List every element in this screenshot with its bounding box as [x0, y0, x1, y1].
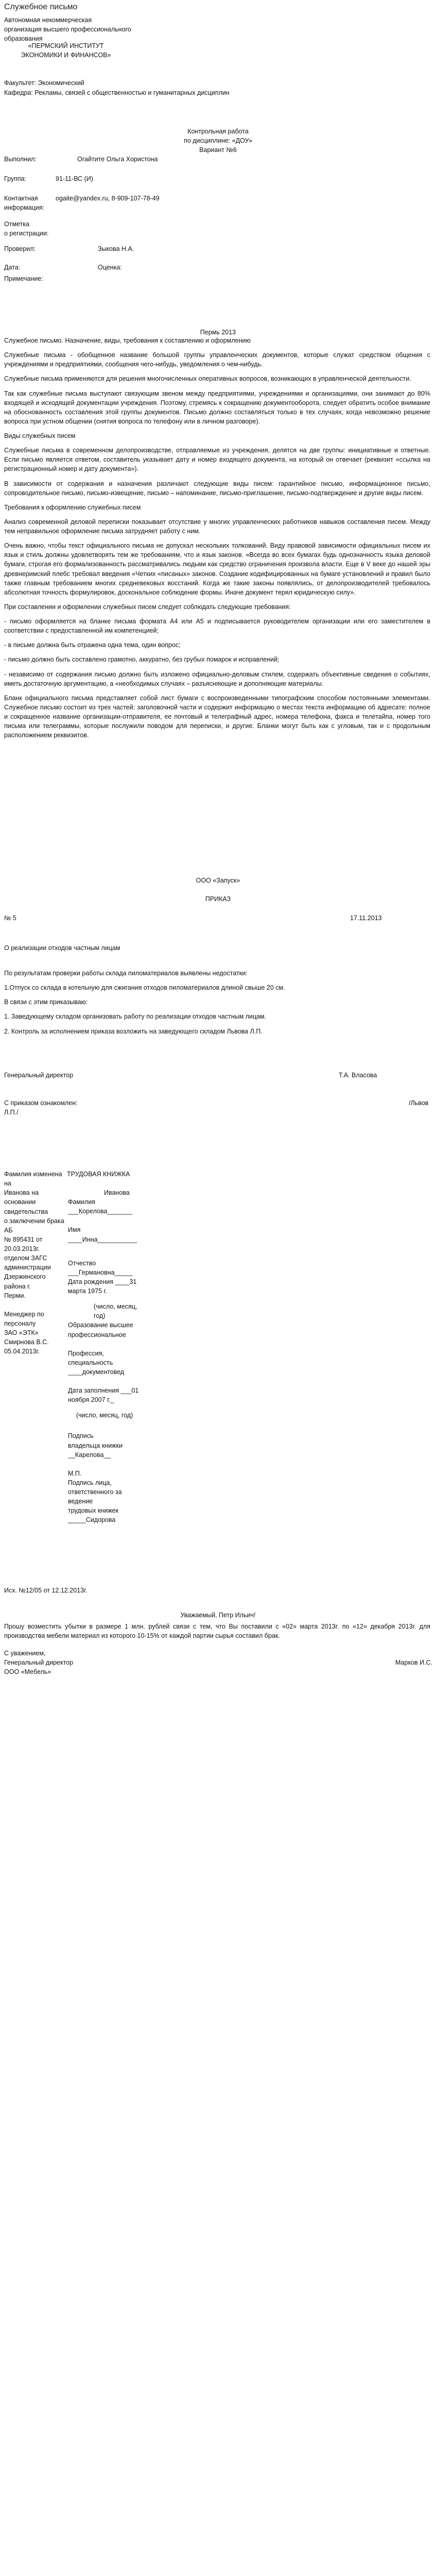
paragraph: - письмо должно быть составлено грамотно, аккуратно, без грубых помарок и исправлений;	[4, 656, 280, 664]
contact-label	[4, 194, 44, 212]
letter-company: ООО «Мебель»	[4, 1668, 51, 1675]
workbook-right-line: ведение	[68, 1498, 93, 1505]
order-sign-title: Генеральный директор	[4, 1072, 74, 1079]
workbook-right-line: профессиональное	[68, 1331, 126, 1338]
org-line: организация высшего профессионального	[4, 26, 131, 33]
letter-sign-name: Марков И.С.	[395, 1659, 433, 1666]
letter-sign-title: Генеральный директор	[4, 1659, 74, 1666]
paragraph: - письмо оформляется на бланке письма формата А4 или А5 и подписывается руководителем организации или его заместителем в соответствии с предоставленной им компетенцией;	[4, 618, 430, 635]
workbook-left-line: ЗАО «ЭТК»	[4, 1329, 39, 1336]
workbook-right-line: Образование высшее	[68, 1321, 133, 1329]
paragraph: Очень важно, чтобы текст официального письма не допускал нескольких толкований. Виду правовой зависимости официальных писем их язык и стиль должны удовлетворять тем же требованиям, что и язык законов. «Всегда во всех бумагах будь однозначность языка деловой бумаги, строгая его формализованность рассматривались людьми как средство ограничения произвола власти. Еще в V веке до нашей эры древнеримский плебс требовал введения «Четких «писаных» законов. Создание кодифицированных на бумаге установлений и правил было также главным требованием многих средневековых восстаний. Когда же такие законы появлялись, от делопроизводителей требовалось абсолютная точность формулировок, доскональное соблюдение формы. Иначе документ терял юридическую силу».	[4, 542, 430, 596]
order-body	[4, 969, 430, 1036]
author-value: Огайтите Ольга Хористона	[77, 156, 158, 163]
paragraph: Служебные письма применяются для решения многочисленных оперативных вопросов, возникающих в управленческой деятельности.	[4, 375, 411, 383]
section-heading: Требования к оформлению служебных писем	[4, 503, 141, 511]
order-decree: 1. Заведующему складом организовать работу по реализации отходов частным лицам.	[4, 1013, 267, 1021]
org-line: Автономная некоммерческая	[4, 16, 92, 24]
paragraph: - независимо от содержания письмо должно быть изложено официально-деловым стилем, содержать объективные сведения о событиях, иметь достаточную аргументацию, а «необходимых случаях – разъясняющие и дополняющие материалы.	[4, 670, 430, 687]
letter-body: Прошу возместить убытки в размере 1 млн. рублей связи с тем, что Вы поставили с «02» марта 2013г. по «12» декабря 2013г. для производства мебели материал из которого 10-15% от каждой партии сырья составил брак.	[4, 1623, 430, 1640]
workbook-right-line: __Карелова__	[68, 1451, 111, 1459]
workbook-right-line: Профессия, специальность	[68, 1349, 113, 1366]
workbook-right-line: Подпись	[68, 1432, 94, 1440]
workbook-right-line: марта 1975 г.	[68, 1287, 108, 1295]
faculty: Факультет: Экономический	[4, 79, 84, 87]
workbook-left-line: № 895431 от 20.03.2013г.	[4, 1235, 43, 1252]
workbook-right-line: Дата заполнения ___01	[68, 1387, 139, 1394]
order-date: 17.11.2013	[350, 914, 382, 922]
department: Кафедра: Рекламы, связей с общественностью и гуманитарных дисциплин	[4, 89, 230, 96]
workbook-right-line: Иванова	[104, 1189, 130, 1196]
workbook-right-line: владельца книжки	[68, 1442, 123, 1449]
work-variant: Вариант №6	[199, 146, 237, 154]
workbook-right-line: Подпись лица,	[68, 1479, 112, 1486]
workbook-right-line: М.П.	[68, 1469, 82, 1477]
doc-title: Служебное письмо	[4, 3, 78, 11]
workbook-right-line: ответственного за	[68, 1488, 122, 1496]
section-heading: Виды служебных писем	[4, 432, 76, 439]
order-subject: О реализации отходов частным лицам	[4, 944, 120, 952]
work-block	[0, 127, 436, 155]
paragraph: - в письме должна быть отражена одна тема, один вопрос;	[4, 641, 181, 649]
date-label: Дата:	[4, 264, 21, 271]
paragraph: Так как служебные письма выступают связующим звеном между предприятиями, учреждениями и организациями, они занимают до 80% входящей и исходящей документации учреждения. Поэтому, стремясь к сокращению документооборота, следует обратить особое внимание на обоснованность составления этой группы документов. Письмо должно составляться только в тех случаях, когда невозможно решение вопроса при устном общении (снятия вопроса по телефону или в личном разговоре).	[4, 389, 430, 425]
intro-heading: Служебное письмо. Назначение, виды, требования к составлению и оформлению	[4, 337, 251, 344]
work-type: Контрольная работа	[187, 128, 249, 135]
workbook-right-line	[68, 1460, 145, 1469]
paragraph: Служебные письма в современном делопроизводстве, отправляемые из учреждения, делятся на две группы: инициативные и ответные. Если письмо является ответом, составитель указывает дату и номер входящего документа, на который он отвечает (реквизит «ссылка на регистрационный номер и дату документа»).	[4, 447, 430, 473]
paragraph: Бланк официального письма представляет собой лист бумаги с воспроизведенными типографским способом постоянными элементами. Служебное письмо состоит из трех частей: заголовочной части и содержит информацию о местах текста информацию об адресате: полное и сокращенное название организации-отправителя, ее почтовый и телеграфный адрес, номера телефона, факса и телетайпа, номер того письма или телеграммы, которые послужили поводом для переписки, и другие. Бланки могут быть как с угловым, так и с продольным расположением реквизитов.	[4, 694, 430, 739]
group-value: 91-11-ВС (И)	[56, 175, 93, 182]
letter-greeting: Уважаемый, Петр Ильич!	[180, 1612, 256, 1619]
workbook-right-line: Отчество	[68, 1259, 96, 1267]
workbook-left-line: отделом ЗАГС	[4, 1255, 47, 1262]
workbook-left-line	[4, 1300, 66, 1310]
contact-label-line: информация:	[4, 204, 45, 212]
workbook-left-line: Дзержинского района г.	[4, 1273, 46, 1290]
org-header	[4, 15, 159, 43]
registration-mark	[4, 219, 48, 238]
workbook-right-line: Дата рождения ____31	[68, 1278, 137, 1285]
workbook-right-line: (число, месяц, год)	[94, 1303, 137, 1320]
workbook-left	[4, 1170, 66, 1356]
university-name	[4, 41, 128, 60]
group-label: Группа:	[4, 175, 27, 182]
workbook-right-line: _____Сидорова	[68, 1516, 116, 1524]
order-familiar: С приказом ознакомлен:	[4, 1099, 78, 1107]
workbook-left-line: Фамилия изменена на	[4, 1171, 62, 1188]
workbook-right-line	[68, 1377, 145, 1386]
contact-value: ogaite@yandex.ru, 8-909-107-78-49	[56, 195, 160, 202]
registration-line: Отметка	[4, 221, 29, 228]
work-discipline: по дисциплине: «ДОУ»	[184, 137, 252, 145]
main-text	[4, 336, 430, 740]
workbook-right-line: ____документовед	[68, 1368, 125, 1376]
order-item: 1.Отпуск со склада в котельную для сжигания отходов пиломатериалов длиной свыше 20 см.	[4, 984, 285, 992]
paragraph: В зависимости от содержания и назначения различают следующие виды писем: гарантийное письмо, информационное письмо, сопроводительное письмо, письмо-извещение, письмо – напоминание, письмо-приглашение, письмо-подтверждение и другие виды писем.	[4, 480, 430, 497]
workbook-right-line: Имя ____Инна___________	[68, 1226, 137, 1243]
workbook-right-line: ноября 2007 г._	[68, 1396, 114, 1404]
workbook-title: ТРУДОВАЯ КНИЖКА	[67, 1171, 130, 1178]
letter-closing: С уважением,	[4, 1650, 46, 1657]
order-decree-intro: В связи с этим приказываю:	[4, 998, 88, 1006]
order-paragraph: По результатам проверки работы склада пиломатериалов выявлены недостатки:	[4, 970, 248, 977]
workbook-right-line	[68, 1340, 145, 1349]
workbook-left-line: администрации	[4, 1264, 51, 1272]
grade-label: Оценка:	[98, 264, 122, 271]
workbook-right-line: трудовых книжек	[68, 1507, 119, 1515]
checked-label: Проверил:	[4, 245, 36, 252]
org-line: образования	[4, 35, 43, 43]
workbook-right	[68, 1188, 145, 1525]
order-familiar-name: /Львов	[409, 1099, 429, 1107]
paragraph: При составлении и оформлении служебных писем следует соблюдать следующие требования:	[4, 603, 291, 611]
city-year: Пермь 2013	[200, 329, 236, 336]
registration-line: о регистрации:	[4, 230, 49, 238]
order-decree: 2. Контроль за исполнением приказа возложить на заведующего складом Львова Л.П.	[4, 1027, 263, 1035]
workbook-left-line: Перми.	[4, 1292, 26, 1299]
order-title: ПРИКАЗ	[205, 895, 231, 903]
author-label: Выполнил:	[4, 156, 37, 163]
letter-ref: Исх. №12/05 от 12.12.2013г.	[4, 1587, 88, 1594]
workbook-left-line: 05.04.2013г.	[4, 1348, 40, 1355]
workbook-left-line: Смирнова В.С.	[4, 1338, 49, 1346]
workbook-right-line	[68, 1420, 145, 1431]
paragraph: Служебные письма - обобщенное название большой группы управленческих документов, которые служат средством общения с учреждениями и предприятиями, сообщения чего-нибудь, уведомления о чем-нибудь.	[4, 351, 430, 368]
checked-value: Зыкова Н.А.	[98, 245, 134, 252]
uni-line: «ПЕРМСКИЙ ИНСТИТУТ	[28, 42, 104, 49]
paragraph: Анализ современной деловой переписки показывает отсутствие у многих управленческих работников навыков составления писем. Между тем неправильное оформление письма затрудняет работу с ним.	[4, 518, 430, 535]
workbook-left-line: Менеджер по персоналу	[4, 1310, 44, 1327]
order-sign-name: Т.А. Власова	[339, 1072, 377, 1079]
workbook-left-line: о заключении брака АБ	[4, 1217, 64, 1234]
workbook-right-line: ___Германовна_____	[68, 1268, 133, 1276]
order-number: № 5	[4, 914, 16, 922]
contact-label-line: Контактная	[4, 195, 38, 202]
workbook-left-line: Иванова на	[4, 1189, 39, 1197]
workbook-left-line: основании свидетельства	[4, 1198, 48, 1215]
workbook-right-line: (число, месяц, год)	[76, 1412, 133, 1419]
workbook-right-line: Фамилия ___Корелова_______	[68, 1198, 133, 1215]
company-name: ООО «Запуск»	[196, 877, 240, 884]
uni-line: ЭКОНОМИКИ И ФИНАНСОВ»	[21, 52, 111, 59]
notes-label: Примечание:	[4, 275, 43, 282]
order-familiar-name-2: Л.П./	[4, 1109, 19, 1116]
